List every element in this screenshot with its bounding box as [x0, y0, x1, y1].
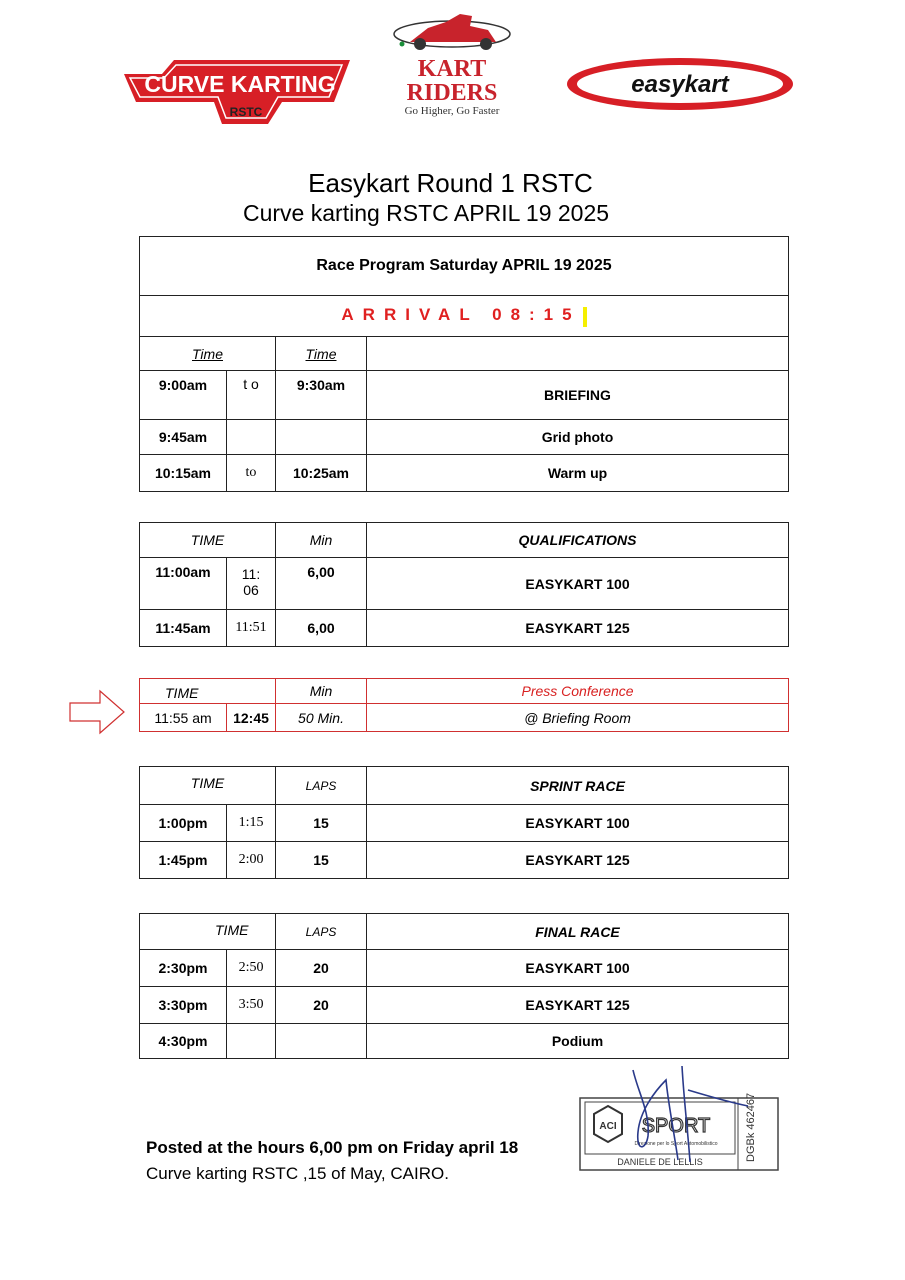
row-laps: 15	[276, 842, 367, 879]
press-min: 50 Min.	[276, 704, 367, 732]
page-subtitle: Curve karting RSTC APRIL 19 2025	[243, 200, 610, 226]
col-time-2: Time	[276, 337, 367, 371]
row-event: EASYKART 125	[367, 987, 789, 1024]
row-start: 4:30pm	[140, 1024, 227, 1059]
row-event: EASYKART 100	[367, 950, 789, 987]
location-line: Curve karting RSTC ,15 of May, CAIRO.	[146, 1164, 449, 1183]
kart-riders-line2: RIDERS	[406, 80, 498, 106]
row-start: 9:45am	[140, 420, 227, 455]
row-start: 3:30pm	[140, 987, 227, 1024]
final-race-table	[139, 913, 789, 1059]
curve-karting-logo	[122, 56, 352, 126]
col-time: TIME	[140, 767, 276, 805]
row-start: 9:00am	[140, 371, 227, 420]
row-end: 11:51	[227, 610, 276, 647]
row-laps: 15	[276, 805, 367, 842]
section-title: FINAL RACE	[367, 914, 789, 950]
col-laps: LAPS	[276, 914, 367, 950]
row-end: 1:15	[227, 805, 276, 842]
row-event: EASYKART 100	[367, 558, 789, 610]
stamp-subtitle: Direzione per lo Sport Automobilistico	[634, 1141, 718, 1147]
row-start: 11:45am	[140, 610, 227, 647]
row-end	[227, 1024, 276, 1059]
row-laps: 20	[276, 950, 367, 987]
col-laps: LAPS	[276, 767, 367, 805]
svg-text:ACI: ACI	[599, 1121, 617, 1132]
row-sep: t o	[227, 371, 276, 420]
row-min: 6,00	[276, 558, 367, 610]
row-sep	[227, 420, 276, 455]
row-start: 2:30pm	[140, 950, 227, 987]
row-laps: 20	[276, 987, 367, 1024]
row-start: 1:00pm	[140, 805, 227, 842]
press-start: 11:55 am	[140, 704, 227, 732]
sprint-race-table	[139, 766, 789, 879]
row-end: 11: 06	[227, 558, 276, 610]
row-event: EASYKART 125	[367, 610, 789, 647]
posted-notice: Posted at the hours 6,00 pm on Friday april 18	[146, 1138, 519, 1157]
stamp-code: DGBk 462467	[745, 1092, 757, 1162]
qualifications-table	[139, 522, 789, 647]
row-event: EASYKART 125	[367, 842, 789, 879]
col-time: TIME	[140, 914, 276, 950]
kart-riders-tagline: Go Higher, Go Faster	[404, 105, 500, 117]
highlight-mark	[583, 307, 587, 327]
stamp-name: DANIELE DE LELLIS	[617, 1157, 703, 1167]
arrow-right-icon	[68, 689, 126, 735]
row-start: 1:45pm	[140, 842, 227, 879]
stamp-brand: SPORT	[641, 1115, 711, 1137]
col-time: TIME	[140, 679, 276, 704]
row-event: Grid photo	[367, 420, 789, 455]
row-end: 10:25am	[276, 455, 367, 492]
curve-logo-text: CURVE KARTING	[144, 71, 336, 97]
row-min: 6,00	[276, 610, 367, 647]
row-end	[276, 420, 367, 455]
row-event: EASYKART 100	[367, 805, 789, 842]
kart-riders-logo	[388, 8, 518, 118]
official-stamp	[578, 1062, 780, 1174]
easykart-logo	[564, 55, 796, 113]
kart-riders-line1: KART	[417, 56, 487, 82]
press-conference-title: Press Conference	[367, 679, 789, 704]
row-sep: to	[227, 455, 276, 492]
row-end: 3:50	[227, 987, 276, 1024]
row-event: Warm up	[367, 455, 789, 492]
row-start: 11:00am	[140, 558, 227, 610]
col-min: Min	[276, 679, 367, 704]
col-time: TIME	[140, 523, 276, 558]
race-program-table	[139, 236, 789, 492]
section-title: SPRINT RACE	[367, 767, 789, 805]
curve-logo-sub: RSTC	[229, 105, 263, 119]
row-laps	[276, 1024, 367, 1059]
easykart-logo-text: easykart	[631, 71, 729, 98]
arrival-text: ARRIVAL 08:15	[341, 305, 581, 325]
program-header: Race Program Saturday APRIL 19 2025	[140, 237, 789, 296]
press-end: 12:45	[227, 704, 276, 732]
row-end: 2:50	[227, 950, 276, 987]
row-start: 10:15am	[140, 455, 227, 492]
press-conference-table	[139, 678, 789, 732]
col-event-empty	[367, 337, 789, 371]
row-end: 2:00	[227, 842, 276, 879]
section-title: QUALIFICATIONS	[367, 523, 789, 558]
page-title: Easykart Round 1 RSTC	[308, 168, 593, 198]
row-end: 9:30am	[276, 371, 367, 420]
press-place: @ Briefing Room	[367, 704, 789, 732]
arrival-row	[140, 296, 789, 337]
col-time-1: Time	[140, 337, 276, 371]
row-event: BRIEFING	[367, 371, 789, 420]
col-min: Min	[276, 523, 367, 558]
row-event: Podium	[367, 1024, 789, 1059]
